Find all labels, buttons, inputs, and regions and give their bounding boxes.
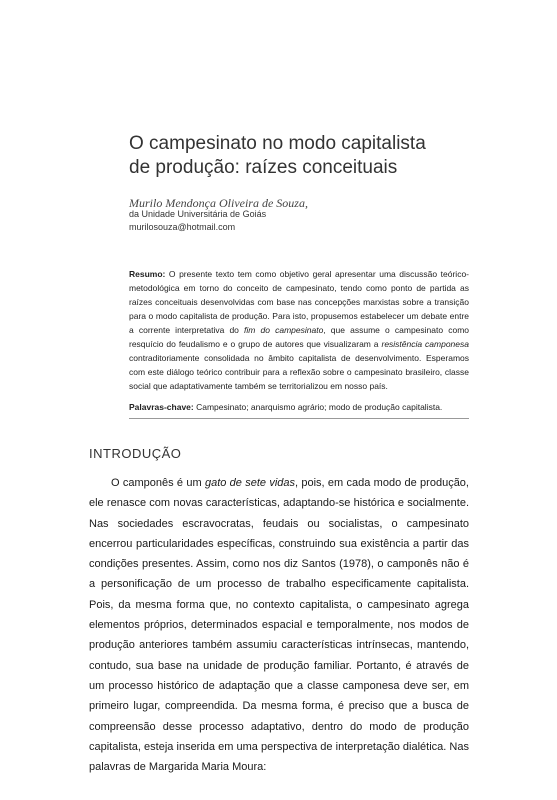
keywords-text: Campesinato; anarquismo agrário; modo de produção capitalista. bbox=[193, 402, 443, 412]
section-heading: INTRODUÇÃO bbox=[89, 446, 182, 461]
keywords bbox=[129, 400, 469, 414]
body-italic: gato de sete vidas bbox=[204, 477, 296, 489]
abstract-text-1: O presente texto tem como objetivo geral apresentar uma discussão teórico-metodológica em torno do conceito de campesinato, tendo como ponto de partida as raízes conceituais desenvolvidas com base nas concepções marxistas sobre a transição para o modo capitalista de produção. Para isto, propusemos estabelecer um debate entre a corrente interpretativa do bbox=[129, 269, 469, 335]
author-name: Murilo Mendonça Oliveira de Souza, bbox=[129, 196, 308, 210]
abstract-text-2: , que assume o campesinato como resquício do feudalismo e o grupo de autores que visualizaram a bbox=[129, 325, 470, 349]
article-title bbox=[129, 132, 509, 180]
abstract bbox=[129, 267, 469, 393]
body-text-rest: , pois, em cada modo de produção, ele renasce com novas características, adaptando-se histórica e socialmente. Nas sociedades escravocratas, feudais ou socialistas, o campesinato encerrou particularidades específicas, construindo sua existência a partir das condições presentes. Assim, como nos diz Santos (1978), o camponês não é a personificação de um processo de trabalho especificamente capitalista. Pois, da mesma forma que, no contexto capitalista, o campesinato agrega elementos próprios, determinados espacial e temporalmente, nos modos de produção anteriores também assumiu características intrínsecas, mantendo, contudo, sua base na unidade de produção familiar. Portanto, é através de um processo histórico de adaptação que a classe camponesa deve ser, em primeiro lugar, compreendida. Da mesma forma, é preciso que a busca de compreensão desse processo adaptativo, dentro do modo de produção capitalista, esteja inserida em uma perspectiva de interpretação dialética. Nas palavras de Margarida Maria Moura: bbox=[89, 477, 469, 774]
title-line-1: O campesinato no modo capitalista bbox=[129, 133, 426, 154]
abstract-italic-2: resistência camponesa bbox=[381, 339, 469, 349]
abstract-text-3: contraditoriamente consolidada no âmbito capitalista de desenvolvimento. Esperamos com este diálogo teórico contribuir para a reflexão sobre o campesinato brasileiro, classe social que adaptativamente também se territorializou em nosso país. bbox=[129, 353, 469, 391]
body-paragraph bbox=[89, 473, 469, 777]
author-email: murilosouza@hotmail.com bbox=[129, 222, 236, 232]
title-line-2: de produção: raízes conceituais bbox=[129, 157, 398, 178]
section-divider bbox=[129, 418, 469, 419]
author-affiliation: da Unidade Universitária de Goiás bbox=[129, 209, 267, 219]
keywords-label: Palavras-chave: bbox=[129, 402, 194, 412]
abstract-italic-1: fim do campesinato bbox=[244, 325, 324, 335]
body-text-start: O camponês é um bbox=[111, 477, 205, 489]
abstract-label: Resumo: bbox=[129, 269, 166, 279]
